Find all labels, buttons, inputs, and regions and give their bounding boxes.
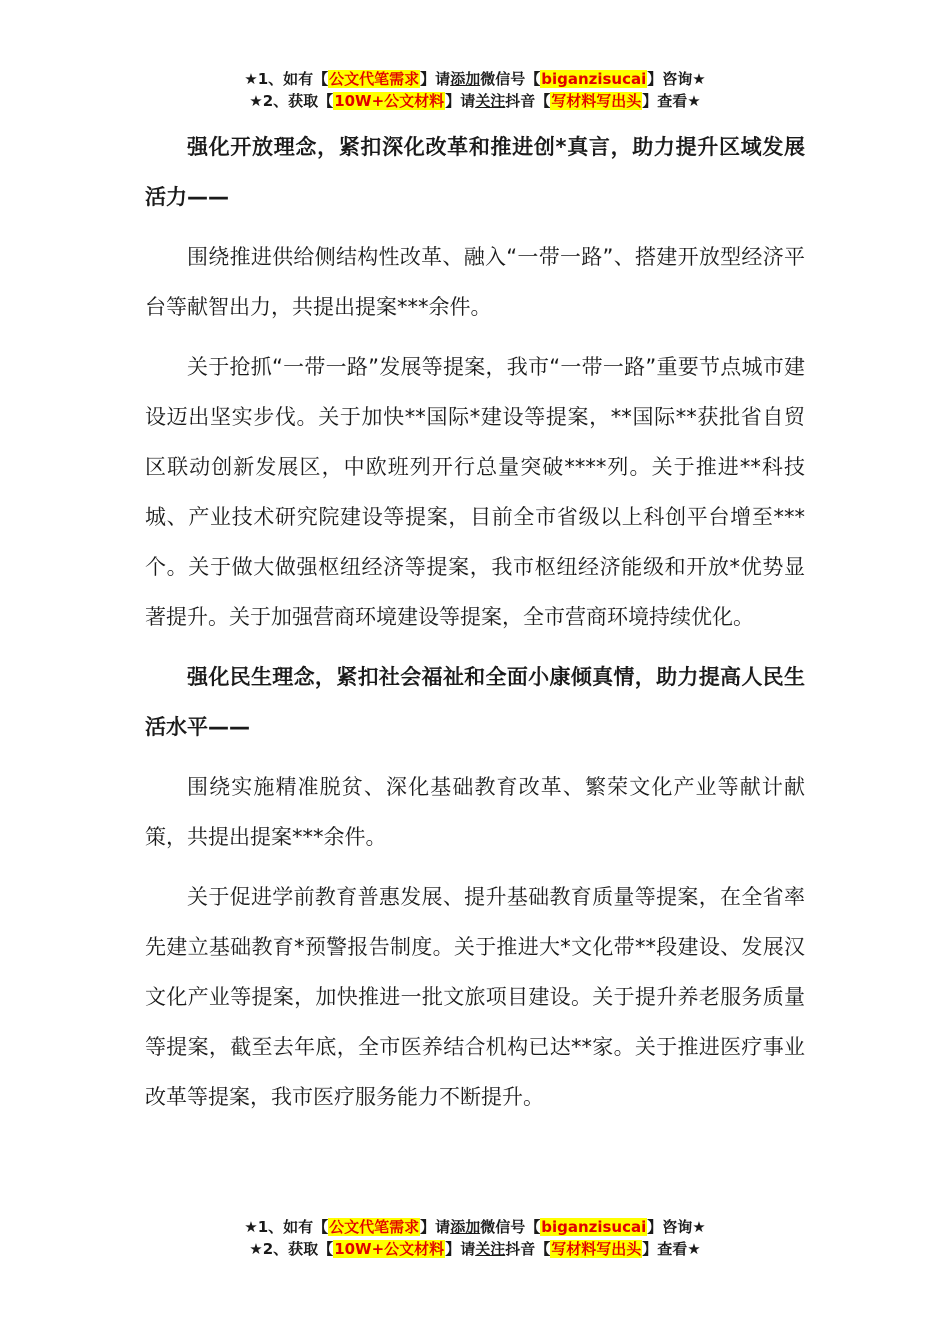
highlight-materials: 10W+公文材料 xyxy=(334,1240,445,1258)
banner-line-1: ★1、如有【公文代笔需求】请添加微信号【biganzisucai】咨询★ xyxy=(244,70,706,88)
document-body xyxy=(145,122,805,1132)
highlight-wechat-id: biganzisucai xyxy=(541,1218,647,1236)
highlight-wechat-id: biganzisucai xyxy=(541,70,647,88)
paragraph: 关于抢抓“一带一路”发展等提案，我市“一带一路”重要节点城市建设迈出坚实步伐。关于加快**国际*建设等提案，**国际**获批省自贸区联动创新发展区，中欧班列开行总量突破****列。关于推进**科技城、产业技术研究院建设等提案，目前全市省级以上科创平台增至***个。关于做大做强枢纽经济等提案，我市枢纽经济能级和开放*优势显著提升。关于加强营商环境建设等提案，全市营商环境持续优化。 xyxy=(145,355,805,629)
highlight-douyin: 写材料写出头 xyxy=(551,92,642,110)
paragraph: 围绕实施精准脱贫、深化基础教育改革、繁荣文化产业等献计献策，共提出提案***余件。 xyxy=(145,775,805,849)
section-heading: 强化民生理念，紧扣社会福祉和全面小康倾真情，助力提高人民生活水平—— xyxy=(145,665,805,739)
footer-banner xyxy=(0,1216,950,1260)
paragraph: 围绕推进供给侧结构性改革、融入“一带一路”、搭建开放型经济平台等献智出力，共提出提案***余件。 xyxy=(145,245,805,319)
header-banner xyxy=(0,68,950,112)
highlight-douyin: 写材料写出头 xyxy=(551,1240,642,1258)
highlight-materials: 10W+公文材料 xyxy=(334,92,445,110)
highlight-service: 公文代笔需求 xyxy=(329,70,420,88)
paragraph: 关于促进学前教育普惠发展、提升基础教育质量等提案，在全省率先建立基础教育*预警报告制度。关于推进大*文化带**段建设、发展汉文化产业等提案，加快推进一批文旅项目建设。关于提升养老服务质量等提案，截至去年底，全市医养结合机构已达**家。关于推进医疗事业改革等提案，我市医疗服务能力不断提升。 xyxy=(145,885,805,1109)
banner-line-2: ★2、获取【10W+公文材料】请关注抖音【写材料写出头】查看★ xyxy=(249,92,701,110)
section-heading: 强化开放理念，紧扣深化改革和推进创*真言，助力提升区域发展活力—— xyxy=(145,135,805,209)
banner-line-2: ★2、获取【10W+公文材料】请关注抖音【写材料写出头】查看★ xyxy=(249,1240,701,1258)
highlight-service: 公文代笔需求 xyxy=(329,1218,420,1236)
banner-line-1: ★1、如有【公文代笔需求】请添加微信号【biganzisucai】咨询★ xyxy=(244,1218,706,1236)
